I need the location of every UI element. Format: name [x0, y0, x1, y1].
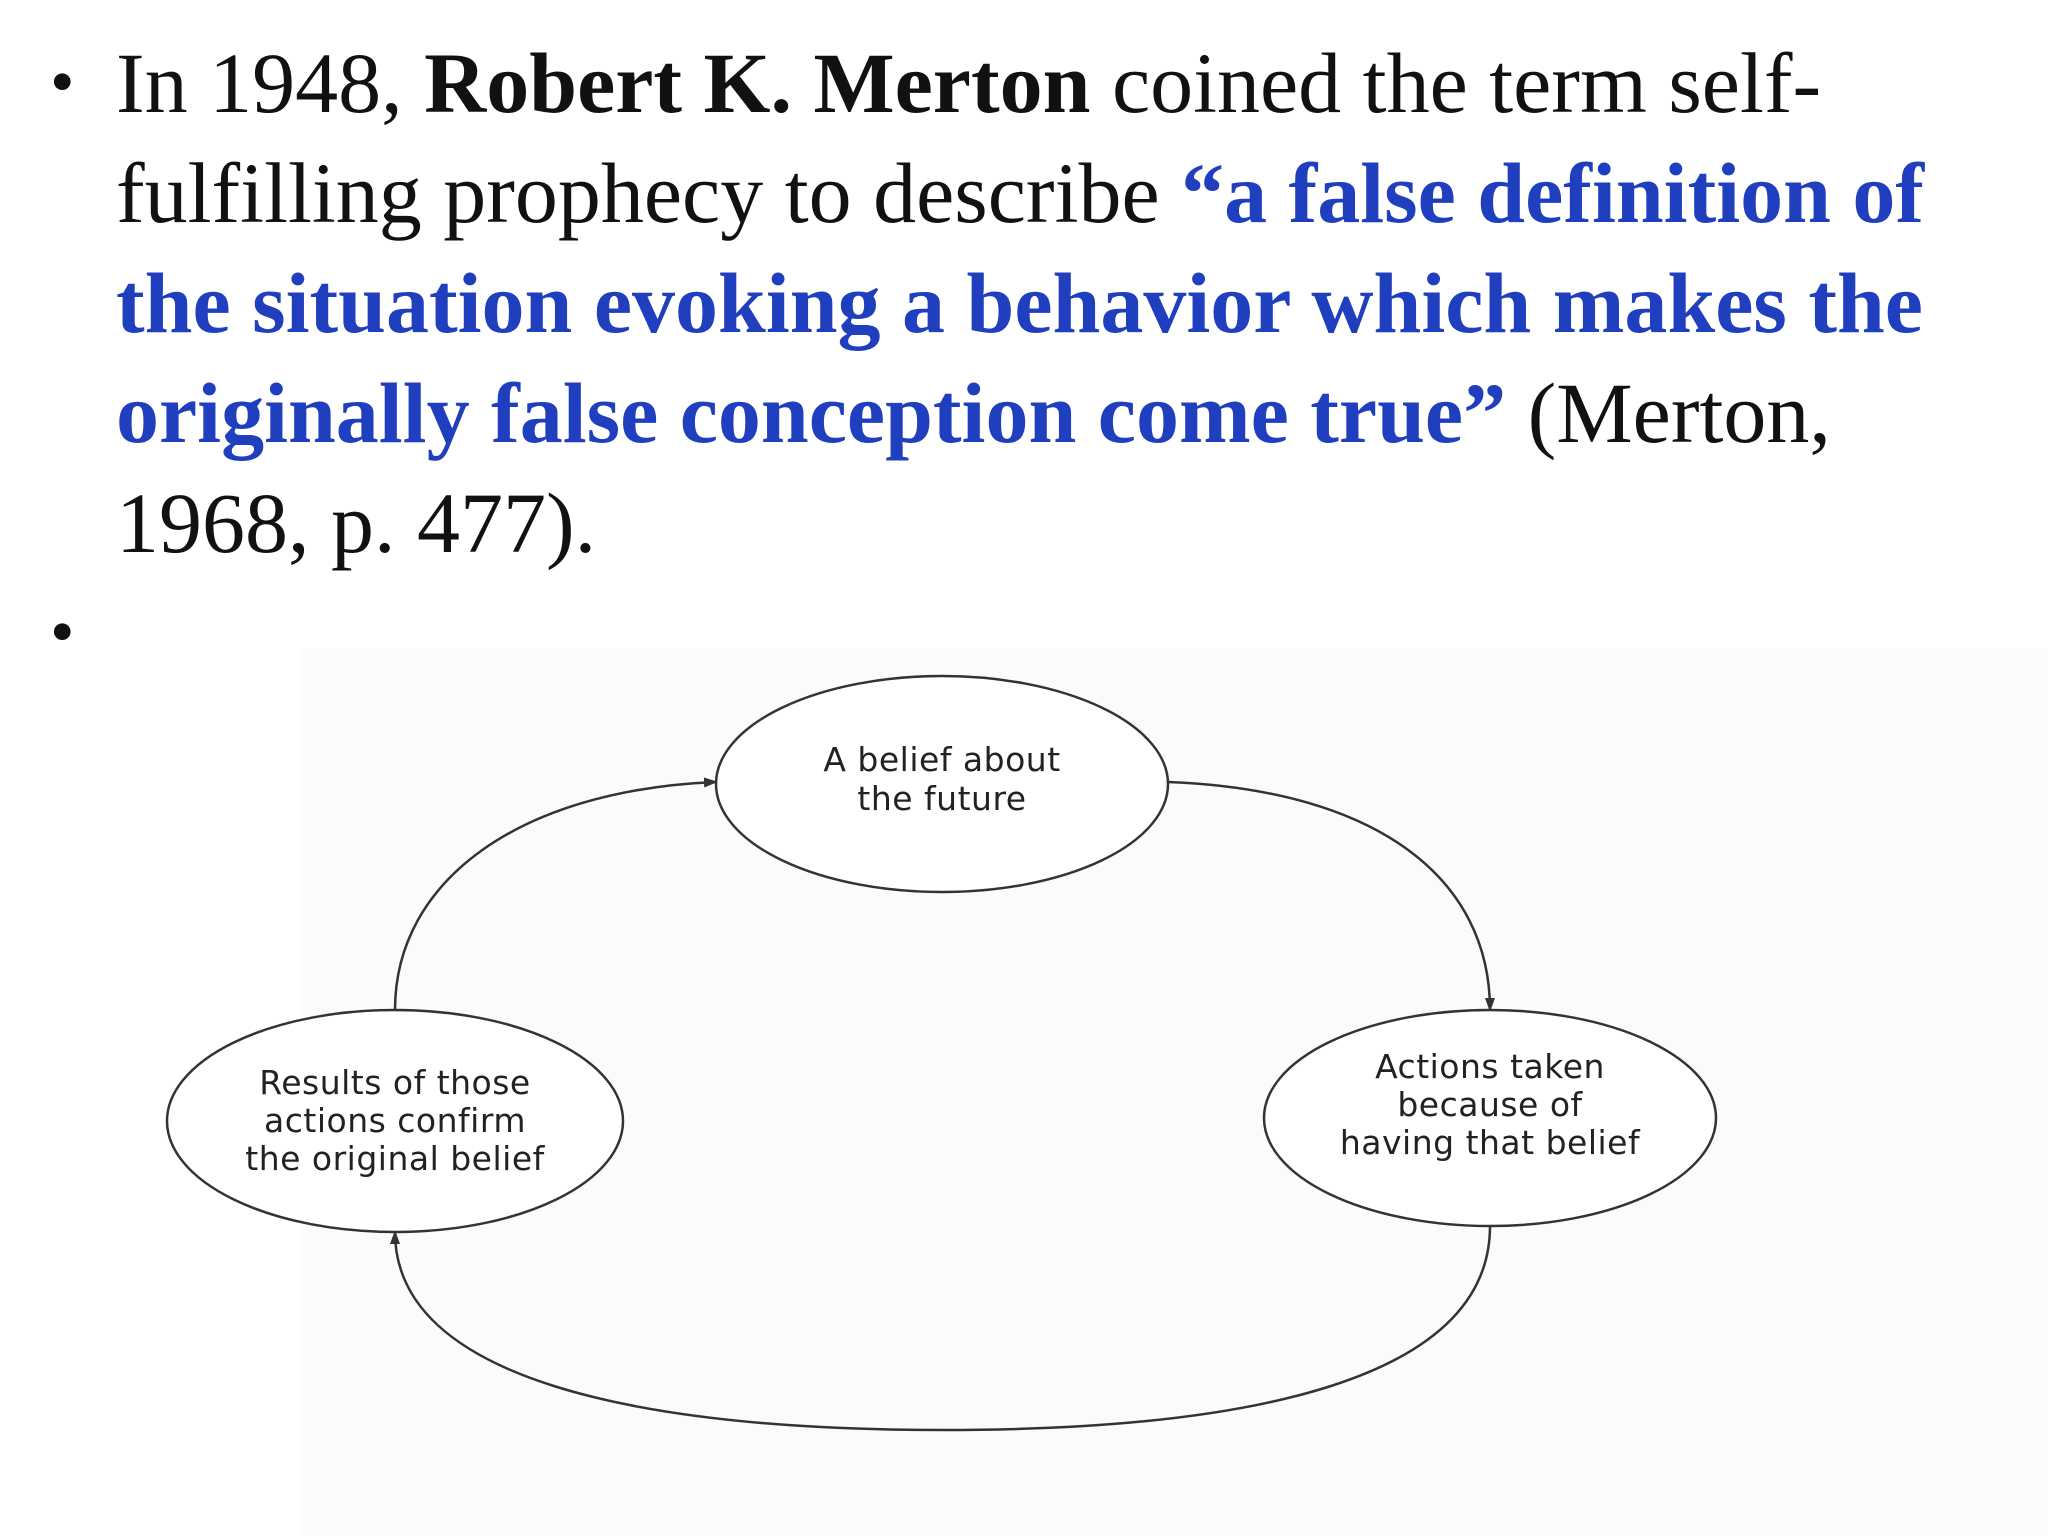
node-belief [716, 676, 1168, 892]
node-results-line-2: actions confirm [264, 1101, 526, 1140]
node-results-line-3: the original belief [245, 1139, 545, 1178]
node-actions-line-1: Actions taken [1375, 1047, 1605, 1086]
node-belief-line-1: A belief about [823, 740, 1061, 779]
node-actions-line-2: because of [1397, 1085, 1583, 1124]
bullet-middle: coined the term self-fulfilling prophecy to describe [116, 35, 1822, 241]
bullet-dot: • [50, 594, 75, 671]
bullet-dot: • [50, 44, 75, 121]
bullet-prefix: In 1948, [116, 35, 425, 131]
merton-quote: “a false definition of the situation evoking a behavior which makes the originally false conception come true” [116, 145, 1925, 461]
node-actions [1264, 1010, 1716, 1226]
author-name: Robert K. Merton [424, 35, 1091, 131]
node-results-line-1: Results of those [259, 1063, 531, 1102]
arrow-right-to-left [395, 1226, 1490, 1430]
node-actions-line-3: having that belief [1339, 1123, 1641, 1162]
node-belief-line-2: the future [857, 779, 1027, 818]
citation: (Merton, 1968, p. 477). [116, 365, 1831, 571]
arrow-left-to-top [395, 782, 716, 1010]
node-results [167, 1010, 623, 1232]
arrow-top-to-right [1168, 782, 1490, 1010]
